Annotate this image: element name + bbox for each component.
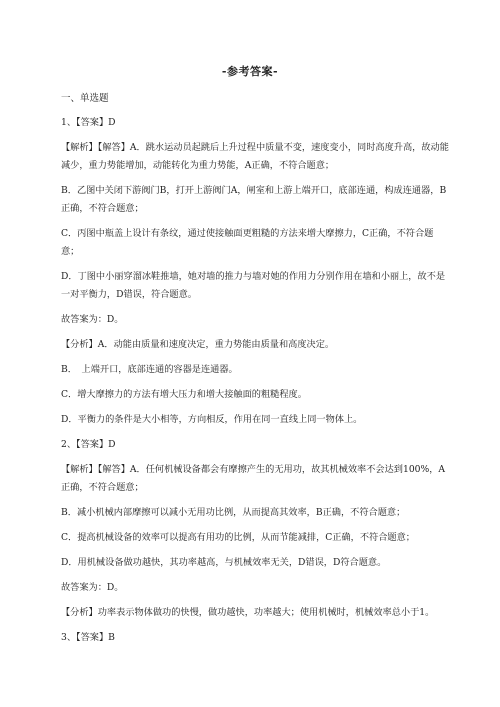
analysis-paragraph: C．丙图中瓶盖上设计有条纹，通过使接触面更粗糙的方法来增大摩擦力，C正确，不符合题意； xyxy=(61,228,434,257)
answer-heading-1: 1、【答案】D xyxy=(61,117,116,128)
analysis-paragraph: 【解析】【解答】A．跳水运动员起跳后上升过程中质量不变，速度变小，同时高度升高，故动能减少，重力势能增加，动能转化为重力势能，A正确，不符合题意； xyxy=(61,142,449,171)
page-title: -参考答案- xyxy=(221,65,279,78)
final-answer: 故答案为：D。 xyxy=(61,314,124,325)
explanation-paragraph: D．平衡力的条件是大小相等，方向相反，作用在同一直线上同一物体上。 xyxy=(61,414,363,425)
explanation-paragraph: 【分析】A．动能由质量和速度决定，重力势能由质量和高度决定。 xyxy=(61,339,335,350)
analysis-paragraph: 【解析】【解答】A．任何机械设备都会有摩擦产生的无用功，故其机械效率不会达到100%，A正确，不符合题意； xyxy=(61,464,446,493)
final-answer: 故答案为：D。 xyxy=(61,582,124,593)
analysis-paragraph: B．乙图中关闭下游阀门B，打开上游阀门A，闸室和上游上端开口，底部连通，构成连通器，B正确，不符合题意； xyxy=(61,185,447,214)
analysis-paragraph: B．减小机械内部摩擦可以减小无用功比例，从而提高其效率，B正确，不符合题意； xyxy=(61,507,406,518)
answer-heading-3: 3、【答案】B xyxy=(61,632,115,643)
analysis-paragraph: D．丁图中小丽穿溜冰鞋推墙，她对墙的推力与墙对她的作用力分别作用在墙和小丽上，故不是一对平衡力，D错误，符合题意。 xyxy=(61,271,446,300)
section-heading: 一、单选题 xyxy=(61,93,109,104)
analysis-paragraph: D．用机械设备做功越快，其功率越高，与机械效率无关，D错误，D符合题意。 xyxy=(61,557,387,568)
answer-heading-2: 2、【答案】D xyxy=(61,439,116,450)
analysis-paragraph: C．提高机械设备的效率可以提高有用功的比例，从而节能减排，C正确，不符合题意； xyxy=(61,532,415,543)
answer-body xyxy=(61,114,449,654)
explanation-paragraph: 【分析】功率表示物体做功的快慢，做功越快，功率越大；使用机械时，机械效率总小于1。 xyxy=(61,607,435,618)
explanation-paragraph: B． 上端开口，底部连通的容器是连通器。 xyxy=(61,364,238,375)
explanation-paragraph: C．增大摩擦力的方法有增大压力和增大接触面的粗糙程度。 xyxy=(61,389,307,400)
